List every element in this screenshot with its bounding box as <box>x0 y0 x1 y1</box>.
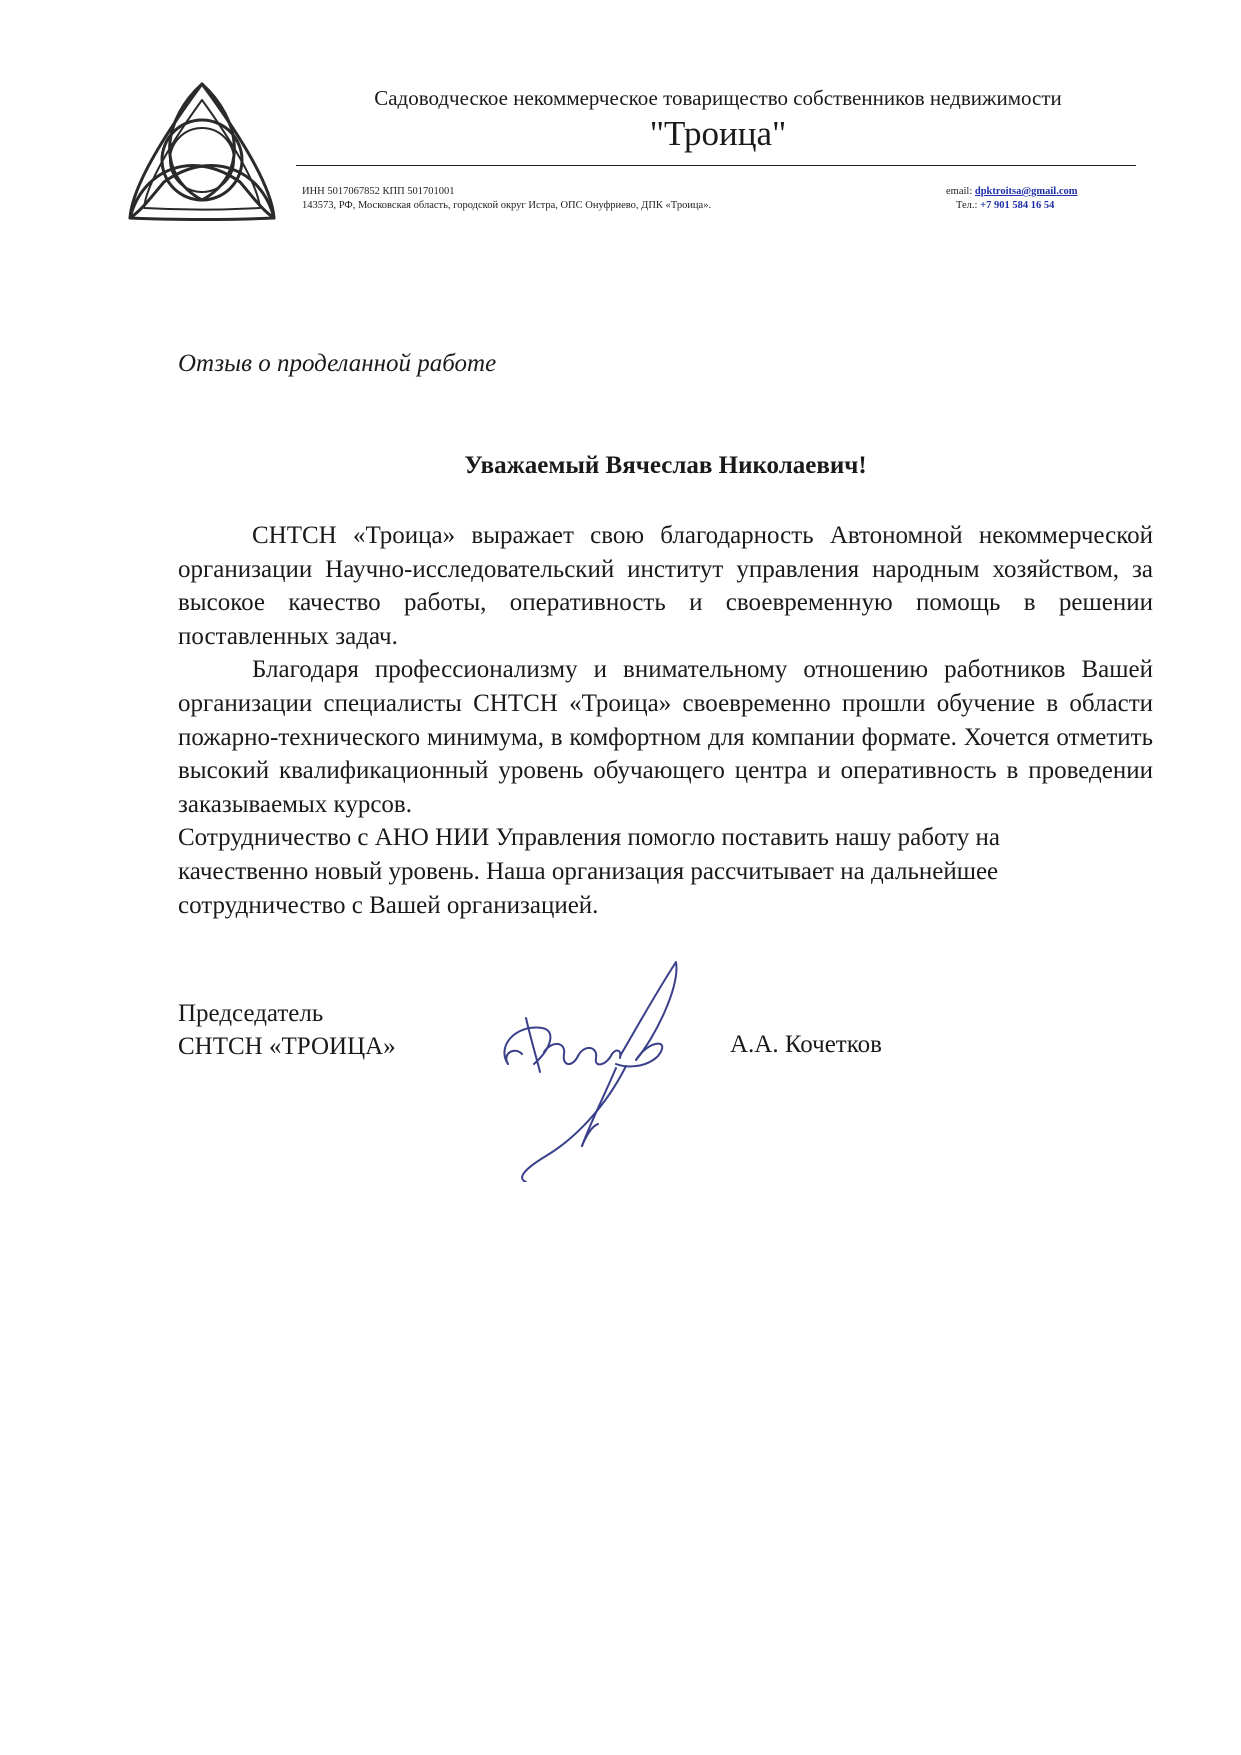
address-line: 143573, РФ, Московская область, городской округ Истра, ОПС Онуфриево, ДПК «Троица». <box>302 200 712 211</box>
phone-label: Тел.: <box>956 200 978 211</box>
paragraph-3-line-2: качественно новый уровень. Наша организация рассчитывает на дальнейшее <box>178 857 999 885</box>
signer-name: А.А. Кочетков <box>730 1031 882 1058</box>
header-divider <box>296 165 1136 166</box>
signer-position-line-2: СНТСН «ТРОИЦА» <box>178 1033 396 1060</box>
email-link[interactable]: dpktroitsa@gmail.com <box>974 186 1078 197</box>
letter-body <box>178 519 1153 922</box>
phone-value: +7 901 584 16 54 <box>980 200 1055 211</box>
signer-position <box>178 997 396 1063</box>
letter-subject: Отзыв о проделанной работе <box>178 350 497 377</box>
paragraph-3-line-3: сотрудничество с Вашей организацией. <box>178 891 599 919</box>
paragraph-1: СНТСН «Троица» выражает свою благодарность Автономной некоммерческой организации Научно-исследовательский институт управления народным хозяйством, за высокое качество работы, оперативность и своевременную помощь в решении поставленных задач. <box>178 522 1153 650</box>
signer-position-line-1: Председатель <box>178 1000 324 1027</box>
organization-short-name: "Троица" <box>649 114 787 153</box>
inn-kpp-line: ИНН 5017067852 КПП 501701001 <box>302 186 455 197</box>
phone-contact <box>956 200 1054 211</box>
email-label: email: <box>946 186 973 197</box>
organization-full-name: Садоводческое некоммерческое товарищество собственников недвижимости <box>374 86 1062 110</box>
paragraph-3-line-1: Сотрудничество с АНО НИИ Управления помогло поставить нашу работу на <box>178 824 1000 852</box>
handwritten-signature-icon <box>486 956 726 1182</box>
triquetra-logo-icon <box>122 78 282 230</box>
letter-greeting: Уважаемый Вячеслав Николаевич! <box>464 452 867 479</box>
email-contact <box>946 186 1078 197</box>
paragraph-2: Благодаря профессионализму и внимательному отношению работников Вашей организации специалисты СНТСН «Троица» своевременно прошли обучение в области пожарно-технического минимума, в комфортном для компании формате. Хочется отметить высокий квалификационный уровень обучающего центра и оперативность в проведении заказываемых курсов. <box>178 656 1153 818</box>
